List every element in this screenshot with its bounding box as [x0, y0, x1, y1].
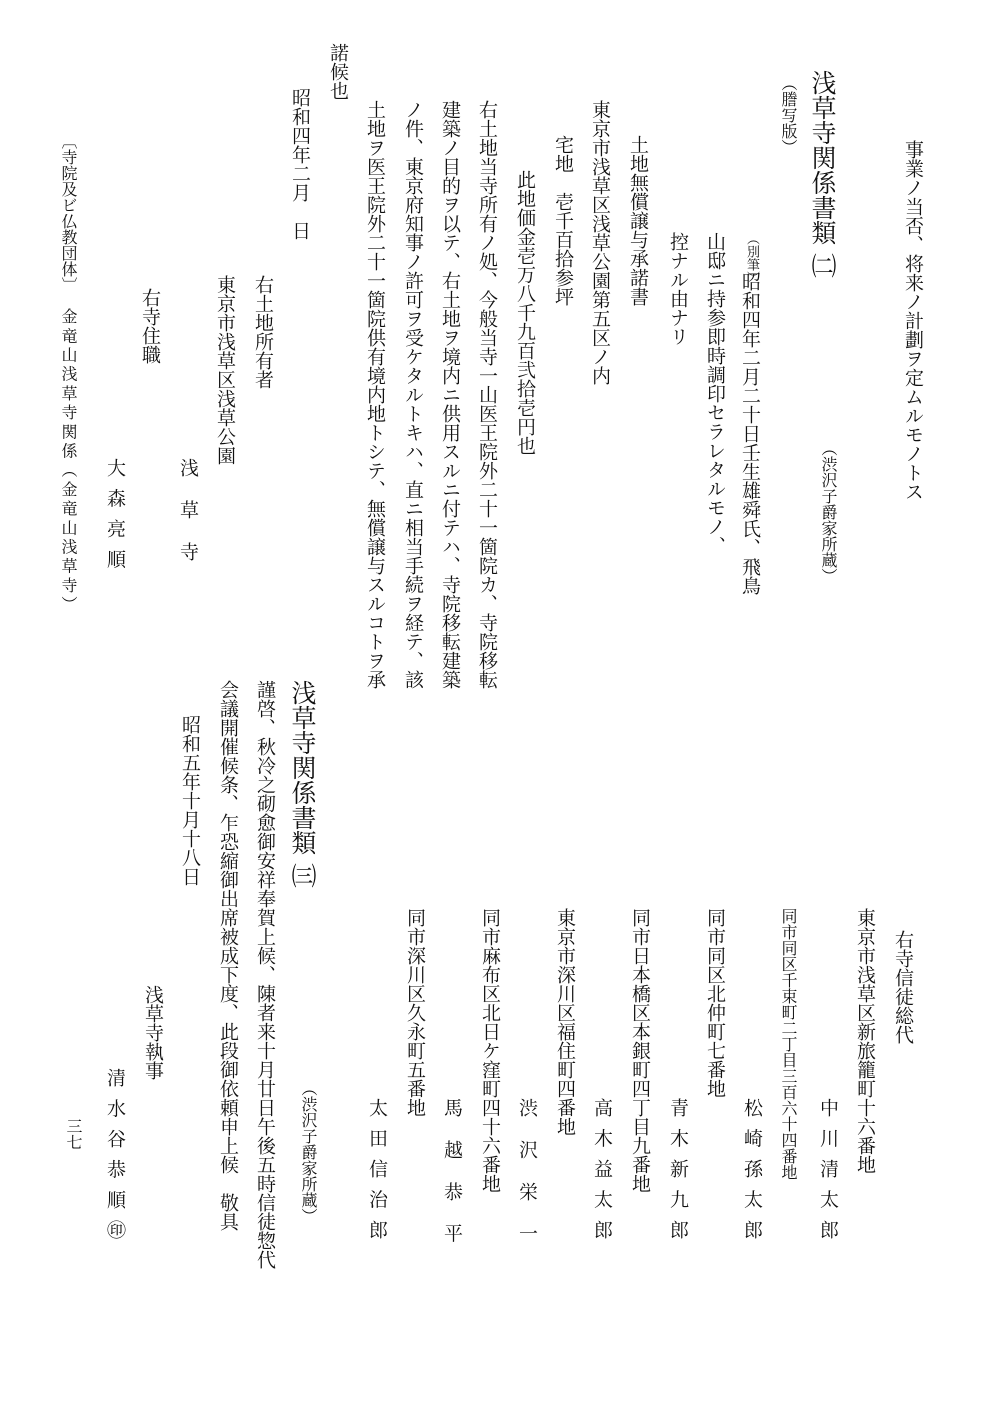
land-price: 此地価金壱万八千九百弐拾壱円也 — [514, 170, 536, 455]
rep-7-name: 太田信治郎 — [366, 1098, 388, 1250]
note-line-3: 控ナル由ナリ — [667, 232, 689, 346]
letter-line-1: 謹啓、秋冷之砌愈御安祥奉賀上候、陳者来十月廿日午後五時信徒惣代 — [254, 680, 276, 1269]
margin-category: 〔寺院及ビ仏教団体〕 — [59, 133, 78, 293]
body-line-5: 諾候也 — [327, 43, 349, 100]
rep-4-name: 高木益太郎 — [591, 1098, 613, 1250]
rep-2-name: 松崎孫太郎 — [741, 1098, 763, 1250]
steward-name-with-seal: 清水谷恭順㊞ — [104, 1068, 126, 1251]
document-title-3: 浅草寺関係書類 ㈢ — [288, 680, 317, 888]
document-title-2: 浅草寺関係書類 ㈡ — [808, 70, 837, 278]
owner-name: 浅草寺 — [177, 458, 199, 584]
body-line-4: 土地ヲ医王院外二十一箇院供有境内地トシテ、無償譲与スルコトヲ承 — [364, 100, 386, 689]
heading-consent-letter: 土地無償譲与承諾書 — [627, 135, 649, 306]
letter-date: 昭和五年十月十八日 — [179, 715, 201, 886]
body-line-2: 建築ノ目的ヲ以テ、右土地ヲ境内ニ供用スルニ付テハ、寺院移転建築 — [439, 100, 461, 689]
body-line-1: 右土地当寺所有ノ処、今般当寺一山医王院外二十一箇院カ、寺院移転 — [476, 100, 498, 689]
margin-source: 金竜山浅草寺関係（金竜山浅草寺） — [59, 308, 78, 616]
chief-priest-label: 右寺住職 — [139, 288, 161, 364]
steward-label: 浅草寺執事 — [142, 985, 164, 1080]
source-note-3: （渋沢子爵家所蔵） — [299, 1080, 318, 1224]
rep-3-name: 青木新九郎 — [667, 1098, 689, 1250]
rep-1-address: 東京市浅草区新旅籠町十六番地 — [854, 908, 876, 1174]
body-line-3: ノ件、東京府知事ノ許可ヲ受ケタルトキハ、直ニ相当手続ヲ経テ、該 — [402, 100, 424, 689]
rep-6-address: 同市麻布区北日ケ窪町四十六番地 — [479, 908, 501, 1193]
note-line-1: 昭和四年二月二十日壬生雄舜氏、飛鳥 — [739, 272, 761, 595]
rep-7-address: 同市深川区久永町五番地 — [404, 908, 426, 1117]
note-line-2: 山邸ニ持参即時調印セラレタルモノ、 — [704, 232, 726, 555]
rep-5-name: 渋沢栄一 — [516, 1098, 538, 1266]
page-number: 三七 — [64, 1118, 83, 1150]
letter-line-2: 会議開催候条、乍恐縮御出席被成下度、此段御依頼申上候 敬具 — [217, 680, 239, 1231]
chief-priest-name: 大森亮順 — [104, 458, 126, 580]
rep-2-address: 同市同区千束町二丁目三百六十四番地 — [779, 908, 798, 1180]
reprint-note: （謄写版） — [779, 75, 798, 155]
source-note-2: （渋沢子爵家所蔵） — [819, 440, 838, 584]
document-date: 昭和四年二月 日 — [289, 88, 311, 240]
rep-5-address: 東京市深川区福住町四番地 — [554, 908, 576, 1136]
land-area: 宅地 壱千百拾参坪 — [552, 135, 574, 306]
separate-hand-note: （別筆） — [744, 232, 759, 284]
representatives-label: 右寺信徒総代 — [892, 930, 914, 1044]
rep-6-name: 馬越恭平 — [441, 1098, 463, 1266]
rep-4-address: 同市日本橋区本銀町四丁目九番地 — [629, 908, 651, 1193]
owner-label: 右土地所有者 — [252, 275, 274, 389]
rep-3-address: 同市同区北仲町七番地 — [704, 908, 726, 1098]
continuation-line: 事業ノ当否、将来ノ計劃ヲ定ムルモノトス — [902, 140, 924, 501]
land-address: 東京市浅草区浅草公園第五区ノ内 — [589, 100, 611, 385]
rep-1-name: 中川清太郎 — [817, 1098, 839, 1250]
owner-address: 東京市浅草区浅草公園 — [214, 275, 236, 465]
